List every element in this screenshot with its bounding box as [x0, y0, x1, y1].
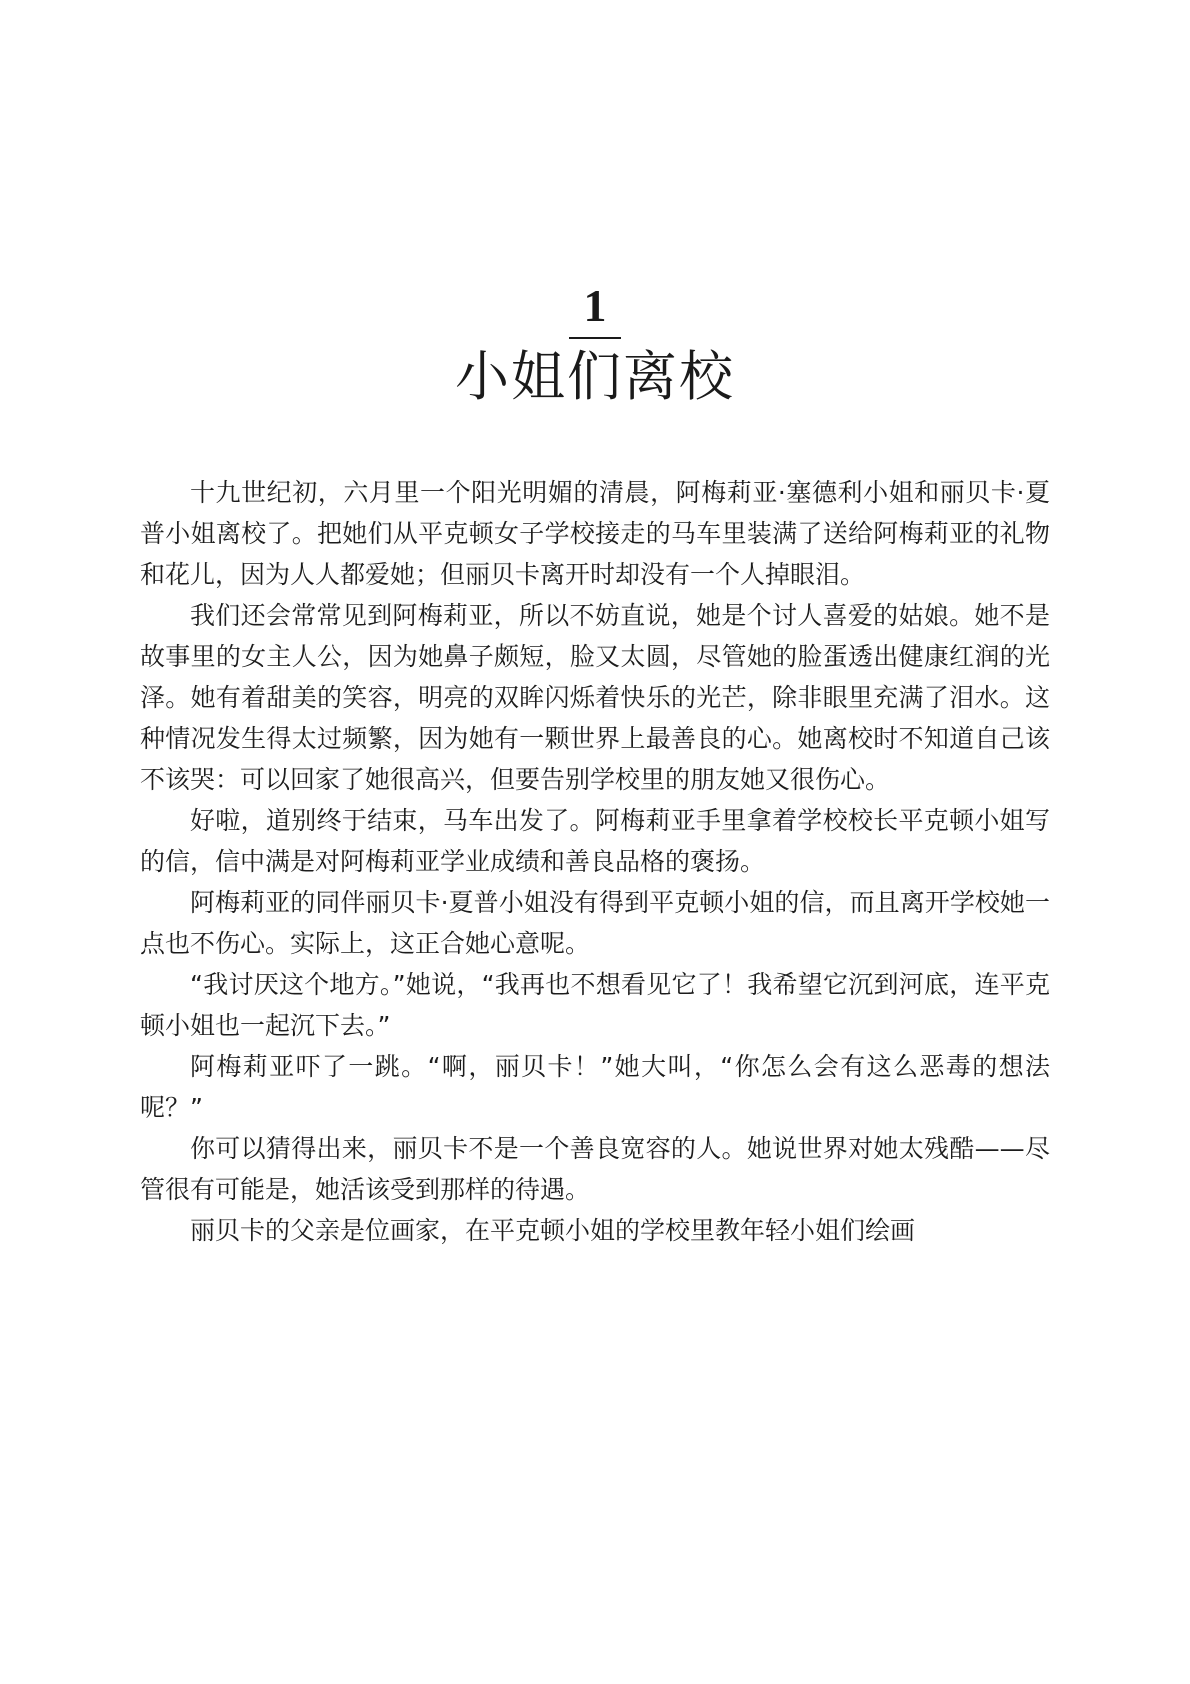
paragraph: 丽贝卡的父亲是位画家，在平克顿小姐的学校里教年轻小姐们绘画 [190, 1216, 916, 1245]
paragraph: 阿梅莉亚的同伴丽贝卡·夏普小姐没有得到平克顿小姐的信，而且离开学校她一点也不伤心。实际上，这正合她心意呢。 [140, 888, 1050, 958]
paragraph: 十九世纪初，六月里一个阳光明媚的清晨，阿梅莉亚·塞德利小姐和丽贝卡·夏普小姐离校了。把她们从平克顿女子学校接走的马车里装满了送给阿梅莉亚的礼物和花儿，因为人人都爱她；但丽贝卡离开时却没有一个人掉眼泪。 [140, 478, 1050, 589]
paragraph: 你可以猜得出来，丽贝卡不是一个善良宽容的人。她说世界对她太残酷——尽管很有可能是，她活该受到那样的待遇。 [140, 1134, 1050, 1204]
paragraph: “我讨厌这个地方。”她说，“我再也不想看见它了！我希望它沉到河底，连平克顿小姐也一起沉下去。” [140, 970, 1050, 1040]
paragraph: 我们还会常常见到阿梅莉亚，所以不妨直说，她是个讨人喜爱的姑娘。她不是故事里的女主人公，因为她鼻子颇短，脸又太圆，尽管她的脸蛋透出健康红润的光泽。她有着甜美的笑容，明亮的双眸闪烁着快乐的光芒，除非眼里充满了泪水。这种情况发生得太过频繁，因为她有一颗世界上最善良的心。她离校时不知道自己该不该哭：可以回家了她很高兴，但要告别学校里的朋友她又很伤心。 [140, 601, 1050, 794]
chapter-number: 1 [583, 280, 607, 331]
paragraph: 阿梅莉亚吓了一跳。“啊，丽贝卡！”她大叫，“你怎么会有这么恶毒的想法呢？” [140, 1052, 1050, 1122]
chapter-title: 小姐们离校 [455, 345, 735, 408]
chapter-number-rule [569, 337, 621, 339]
paragraph: 好啦，道别终于结束，马车出发了。阿梅莉亚手里拿着学校校长平克顿小姐写的信，信中满是对阿梅莉亚学业成绩和善良品格的褒扬。 [140, 806, 1050, 876]
chapter-body [140, 472, 1050, 1251]
